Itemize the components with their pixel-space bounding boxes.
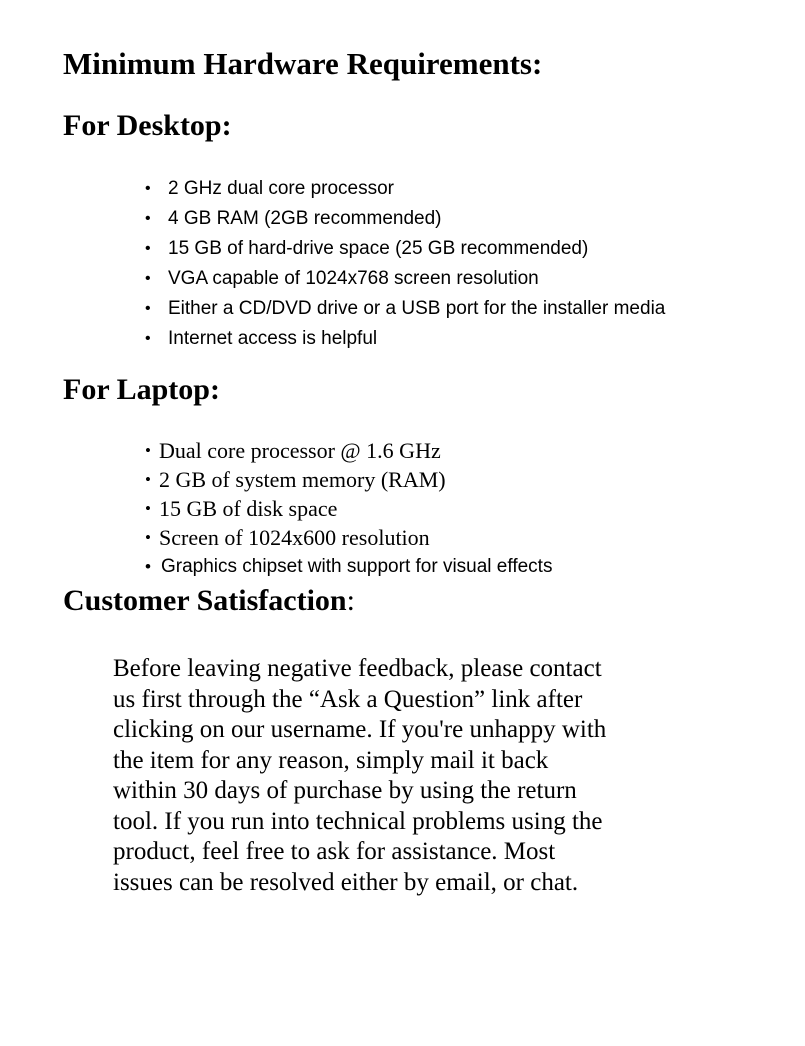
- list-item: • 15 GB of hard-drive space (25 GB recommended): [0, 234, 805, 264]
- list-item: • 4 GB RAM (2GB recommended): [0, 204, 805, 234]
- list-item: • 2 GHz dual core processor: [0, 174, 805, 204]
- document-title: Minimum Hardware Requirements:: [63, 46, 543, 81]
- list-item: • Either a CD/DVD drive or a USB port for the installer media: [0, 294, 805, 324]
- list-item: • 15 GB of disk space: [0, 494, 805, 523]
- section-heading-laptop: For Laptop:: [63, 373, 220, 406]
- section-heading-desktop: For Desktop:: [63, 109, 232, 142]
- document-page: [0, 46, 805, 1046]
- list-item: • Screen of 1024x600 resolution: [0, 523, 805, 552]
- laptop-requirements-list: [0, 436, 805, 581]
- section-heading-customer-satisfaction: [63, 583, 805, 619]
- heading-colon: :: [346, 584, 355, 617]
- paragraph-line: issues can be resolved either by email, or chat.: [113, 868, 579, 896]
- list-item: • Internet access is helpful: [0, 324, 805, 354]
- customer-feedback-paragraph: [113, 654, 673, 898]
- list-item: • Graphics chipset with support for visual effects: [0, 552, 805, 581]
- list-item: • 2 GB of system memory (RAM): [0, 465, 805, 494]
- paragraph-line: us first through the “Ask a Question” link after: [113, 685, 583, 713]
- paragraph-line: the item for any reason, simply mail it back: [113, 746, 549, 774]
- list-item: • Dual core processor @ 1.6 GHz: [0, 436, 805, 465]
- paragraph-line: tool. If you run into technical problems using the: [113, 807, 603, 835]
- paragraph-line: Before leaving negative feedback, please contact: [113, 655, 602, 682]
- heading-bold-text: Customer Satisfaction: [63, 584, 347, 617]
- paragraph-line: product, feel free to ask for assistance. Most: [113, 838, 556, 865]
- desktop-requirements-list: [0, 174, 805, 354]
- list-item: • VGA capable of 1024x768 screen resolution: [0, 264, 805, 294]
- paragraph-line: within 30 days of purchase by using the return: [113, 777, 577, 804]
- paragraph-line: clicking on our username. If you're unhappy with: [113, 716, 607, 743]
